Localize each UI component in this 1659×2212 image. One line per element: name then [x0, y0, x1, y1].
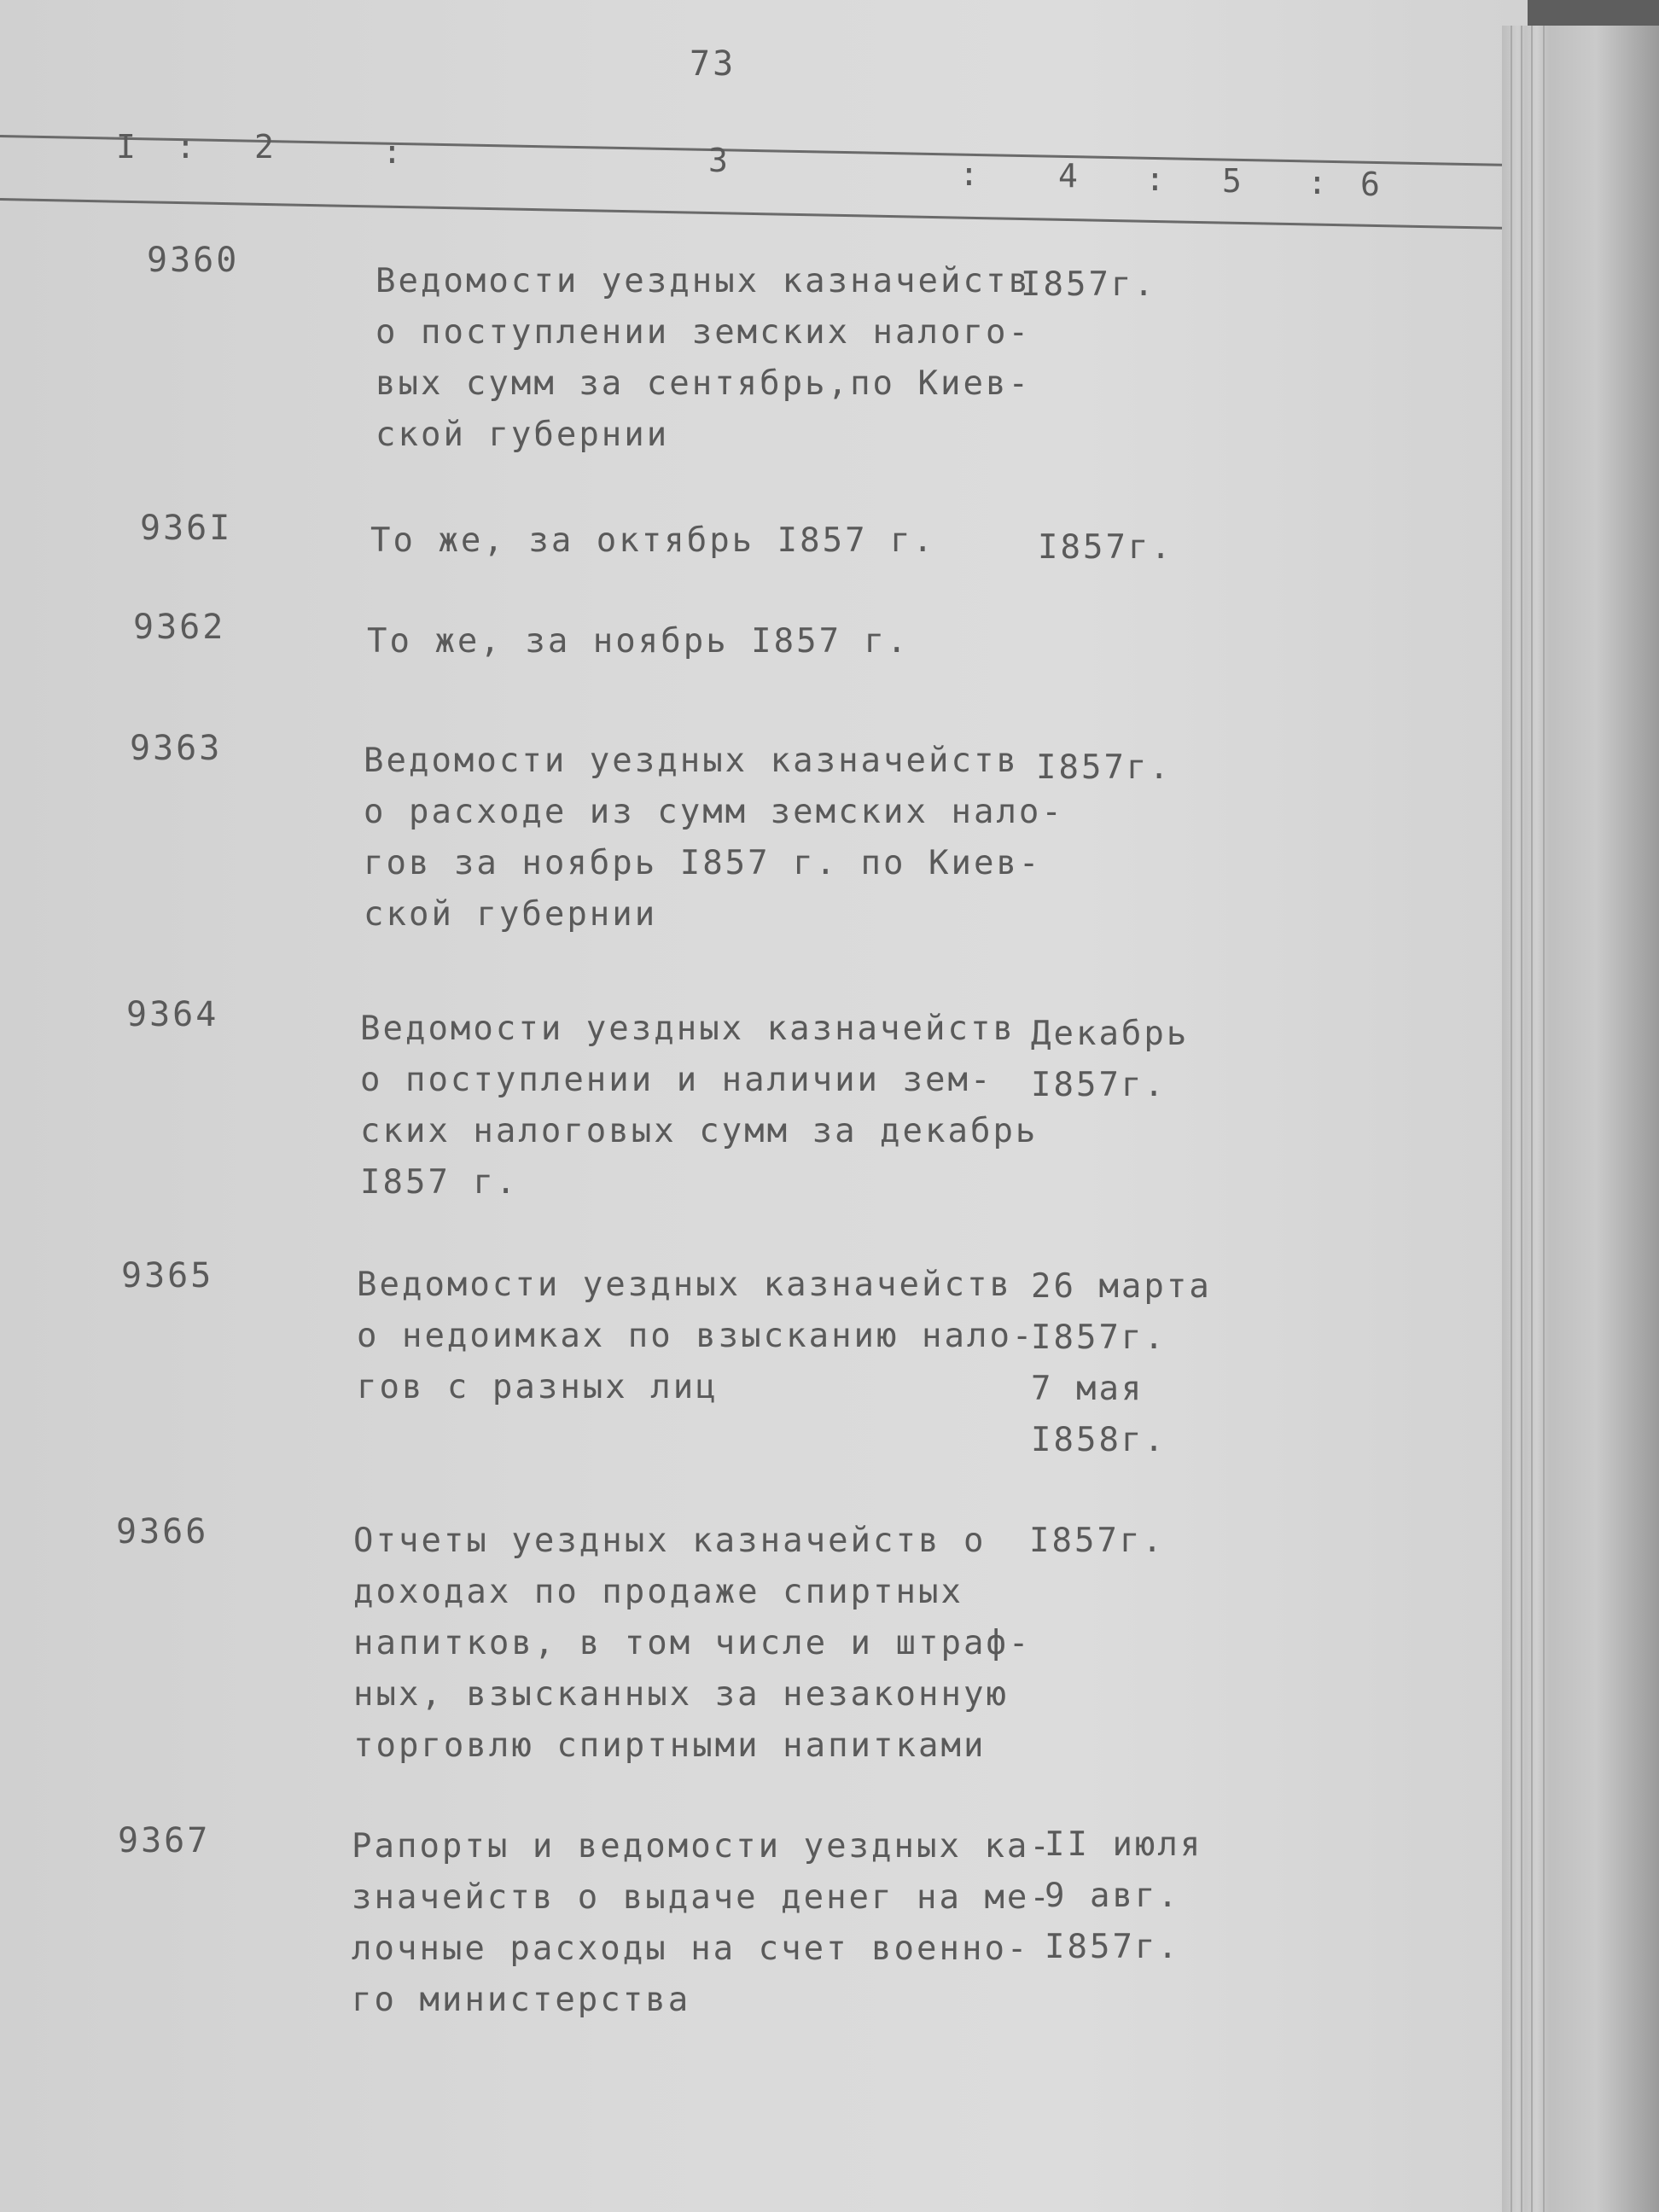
entry-description: То же, за октябрь I857 г. — [370, 521, 935, 560]
entry-number: 9366 — [116, 1512, 209, 1551]
column-header-4: 4 — [1058, 157, 1080, 195]
column-header-1: I — [116, 128, 138, 166]
entry-number: 9364 — [126, 995, 219, 1034]
entry-number: 9362 — [133, 608, 226, 647]
column-separator: : — [959, 155, 981, 193]
entry-description: Ведомости уездных казначейств о недоимках по взысканию нало- гов с разных лиц — [357, 1266, 1035, 1406]
entry-description: Отчеты уездных казначейств о доходах по продаже спиртных напитков, в том числе и штраф- ных, взысканных за незаконную торговлю спиртными напитками — [353, 1522, 1032, 1765]
entry-date: II июля 9 авг. I857г. — [1045, 1825, 1203, 1966]
column-separator: : — [1307, 164, 1330, 201]
column-separator: : — [1145, 160, 1167, 198]
header-rule-top — [0, 135, 1528, 166]
column-header-5: 5 — [1222, 162, 1244, 200]
entry-date: Декабрь I857г. — [1031, 1015, 1190, 1104]
stacked-page-edges — [1502, 26, 1659, 2212]
entry-description: Ведомости уездных казначейств о расходе из сумм земских нало- гов за ноябрь I857 г. по Киев- ской губернии — [364, 742, 1064, 934]
entry-description: Ведомости уездных казначейств о поступлении земских налого- вых сумм за сентябрь,по Киев- ской губернии — [375, 262, 1031, 454]
entry-number: 9365 — [121, 1256, 214, 1295]
column-header-6: 6 — [1360, 166, 1382, 203]
entry-date: I857г. — [1038, 528, 1173, 567]
column-separator: : — [176, 128, 198, 166]
column-header-2: 2 — [254, 128, 276, 166]
entry-number: 9367 — [118, 1821, 211, 1860]
entry-number: 936I — [140, 509, 233, 548]
entry-description: То же, за ноябрь I857 г. — [367, 622, 910, 661]
entry-date: I857г. — [1029, 1522, 1165, 1560]
column-separator: : — [382, 133, 405, 171]
entry-description: Ведомости уездных казначейств о поступлении и наличии зем- ских налоговых сумм за декабрь I857 г. — [360, 1010, 1039, 1202]
column-header-3: 3 — [708, 142, 731, 179]
entry-date: 26 марта I857г. 7 мая I858г. — [1031, 1267, 1212, 1459]
entry-description: Рапорты и ведомости уездных ка- значейств о выдаче денег на ме- лочные расходы на счет военно- го министерства — [352, 1827, 1052, 2019]
entry-date: I857г. — [1021, 265, 1156, 304]
entry-date: I857г. — [1036, 748, 1172, 787]
entry-number: 9360 — [147, 241, 240, 280]
header-rule-bottom — [0, 198, 1528, 230]
entry-number: 9363 — [130, 729, 223, 768]
page-number: 73 — [690, 44, 736, 84]
